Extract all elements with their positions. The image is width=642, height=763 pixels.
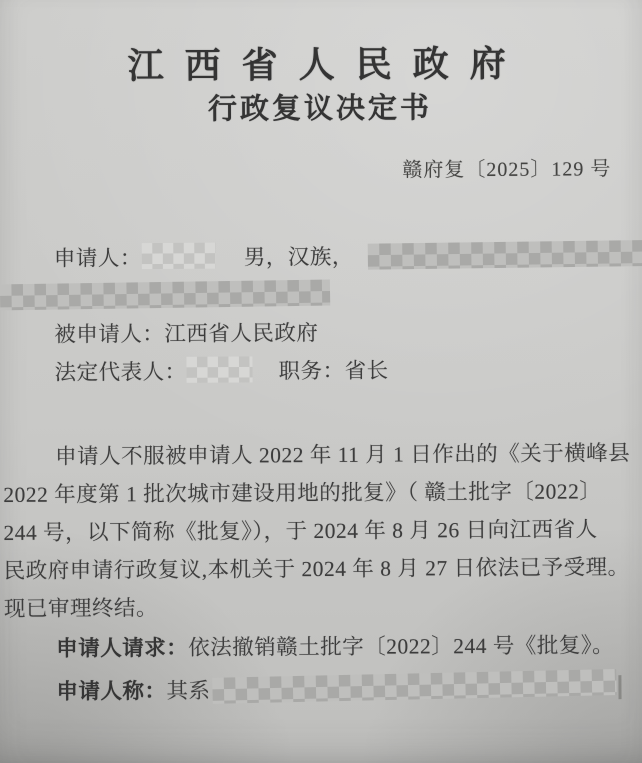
respondent-line: 被申请人：江西省人民政府 <box>54 321 319 347</box>
document-title: 江 西 省 人 民 政 府 <box>127 43 512 87</box>
request-text: 依法撤销赣土批字〔2022〕244 号《批复》。 <box>188 633 615 660</box>
redacted-claim-content <box>212 669 616 704</box>
body-line: 民政府申请行政复议,本机关于 2024 年 8 月 27 日依法已予受理。 <box>3 555 630 583</box>
redacted-applicant-address <box>0 280 330 311</box>
claim-line <box>2 669 642 711</box>
document-subtitle: 行政复议决定书 <box>207 92 433 126</box>
body-line: 244 号，以下简称《批复》），于 2024 年 8 月 26 日向江西省人 <box>3 517 598 545</box>
body-line: 现已审理终结。 <box>3 596 159 621</box>
legal-rep-line <box>0 350 642 392</box>
cut-character-fragment <box>618 675 621 699</box>
legal-rep-position: 职务：省长 <box>278 358 389 384</box>
request-line <box>2 626 642 668</box>
applicant-address-line <box>0 274 642 316</box>
body-line: 2022 年度第 1 批次城市建设用地的批复》（ 赣土批字〔2022〕 <box>3 479 602 507</box>
body-line: 申请人不服被申请人 2022 年 11 月 1 日作出的《关于横峰县 <box>54 441 631 469</box>
legal-rep-label: 法定代表人： <box>54 359 187 385</box>
redacted-applicant-info <box>368 240 642 270</box>
redacted-legal-rep-name <box>186 356 252 382</box>
parties-section <box>0 236 642 392</box>
request-label: 申请人请求： <box>56 635 189 661</box>
redacted-applicant-name <box>142 243 216 269</box>
main-paragraph <box>1 434 642 628</box>
applicant-visible-text: 男，汉族， <box>243 244 354 270</box>
claim-label: 申请人称： <box>56 678 167 704</box>
document-number: 赣府复〔2025〕129 号 <box>402 158 612 182</box>
applicant-line <box>0 236 642 278</box>
applicant-label: 申请人： <box>53 246 142 271</box>
claim-visible-text: 其系 <box>166 678 211 703</box>
